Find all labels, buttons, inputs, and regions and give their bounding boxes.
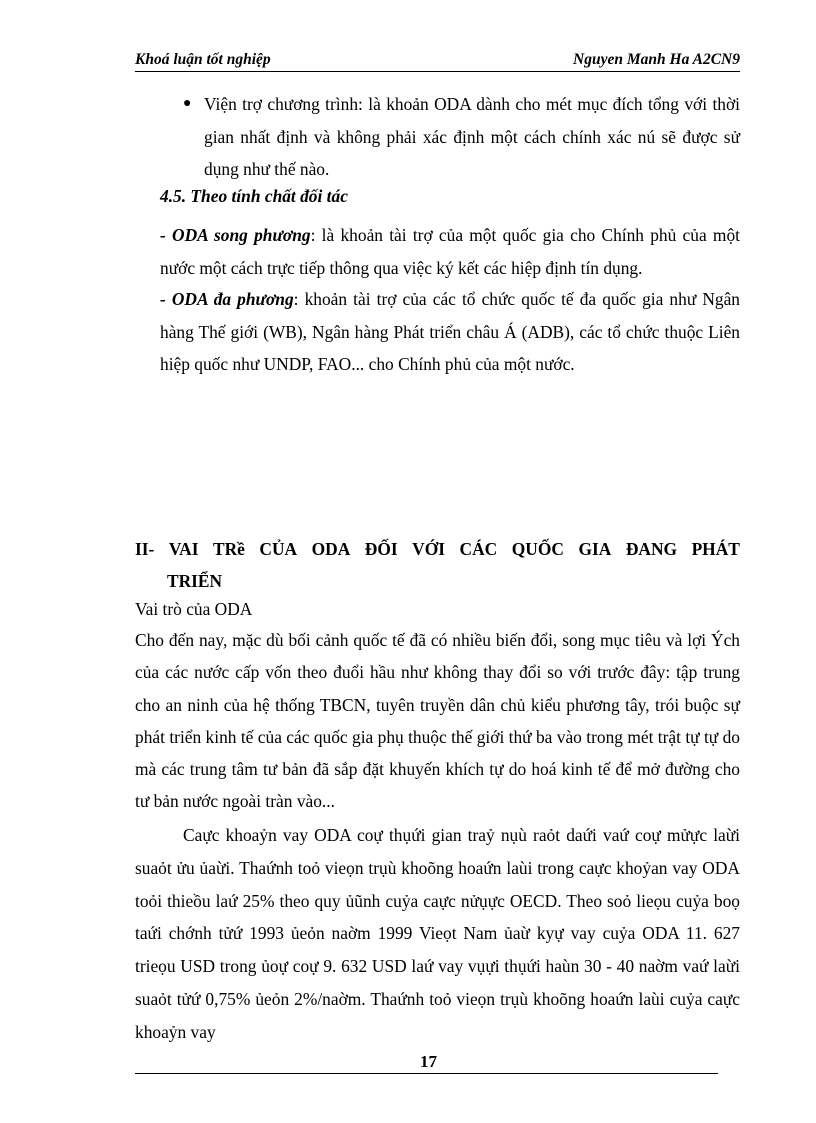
paragraph-role: Cho đến nay, mặc dù bối cảnh quốc tế đã có nhiều biến đổi, song mục tiêu và lợi Ých của các nước cấp vốn theo đuổi hầu như không thay đổi so với trước đây: tập trung cho an ninh của hệ thống TBCN, tuyên truyền dân chủ kiểu phương tây, trói buộc sự phát triển kinh tế của các quốc gia phụ thuộc thế giới thứ ba vào trong mét trật tự tự do mà các trung tâm tư bản đã sắp đặt khuyến khích tự do hoá kinh tế để mở đường cho tư bản nước ngoài tràn vào... xyxy=(135,630,740,812)
heading-word: CÁC xyxy=(459,539,498,559)
bullet-icon: ● xyxy=(183,96,192,111)
heading-word: PHÁT xyxy=(691,539,740,559)
subheading-role: Vai trò của ODA xyxy=(135,599,253,619)
page-number: 17 xyxy=(420,1052,437,1071)
bullet-paragraph xyxy=(135,88,740,186)
multilateral-text: : khoản tài trợ của các tổ chức quốc tế đa quốc gia như Ngân hàng Thế giới (WB), Ngân hàng Phát triển châu Á (ADB), các tổ chức thuộc Liên hiệp quốc như UNDP, FAO... cho Chính phủ của một nước. xyxy=(160,289,740,374)
heading-word: GIA xyxy=(578,539,612,559)
page-header xyxy=(135,49,740,72)
multilateral-lead: - ODA đa phương xyxy=(160,289,294,309)
bullet-text: Viện trợ chương trình: là khoản ODA dành cho mét mục đích tổng với thời gian nhất định và không phải xác định một cách chính xác nú sẽ được sử dụng như thế nào. xyxy=(204,94,740,179)
heading-line2: TRIỂN xyxy=(167,571,223,591)
heading-word: QUỐC xyxy=(511,539,564,559)
heading-word: ĐỐI xyxy=(364,539,398,559)
heading-word: ODA xyxy=(311,539,351,559)
heading-word: VỚI xyxy=(412,539,446,559)
header-author: Nguyen Manh Ha A2CN9 xyxy=(573,51,740,68)
heading-word: VAI xyxy=(168,539,199,559)
heading-number: II- xyxy=(135,539,155,559)
paragraph-multilateral xyxy=(135,283,740,381)
heading-word: TRề xyxy=(213,539,245,559)
header-title: Khoá luận tốt nghiệp xyxy=(135,51,271,68)
heading-word: ĐANG xyxy=(625,539,678,559)
paragraph-loans: Caực khoaỷn vay ODA coự thụứi gian traỷ nụù raỏt daứi vaứ coự mửực laừi suaỏt ửu ủaừi. Thaứnh toỏ vieọn trụù khoõng hoaứn laùi trong caực khoỷan vay ODA toỏi thieồu laứ 25% theo quy ủũnh cuỷa caực nửụực OECD. Theo soỏ lieọu cuỷa boọ taứi chớnh tửứ 1993 ủeỏn naờm 1999 Vieọt Nam ủaừ kyự vay cuỷa ODA 11. 627 trieọu USD trong ủoự coự 9. 632 USD laứ vay vụựi thụứi haùn 30 - 40 naờm vaứ laừi suaỏt tửứ 0,75% ủeỏn 2%/naờm. Thaứnh toỏ vieọn trụù khoõng hoaứn laùi cuỷa caực khoaỷn vay xyxy=(135,825,740,1042)
paragraph-bilateral xyxy=(135,219,740,284)
heading-word: CỦA xyxy=(259,539,298,559)
bilateral-lead: - ODA song phương xyxy=(160,225,311,245)
footer-divider xyxy=(135,1073,718,1074)
section-II-heading xyxy=(135,533,740,597)
section-4-5-heading: 4.5. Theo tính chất đối tác xyxy=(160,186,348,206)
bilateral-text: : là khoản tài trợ của một quốc gia cho Chính phủ của một nước một cách trực tiếp thông qua việc ký kết các hiệp định tín dụng. xyxy=(160,225,740,278)
